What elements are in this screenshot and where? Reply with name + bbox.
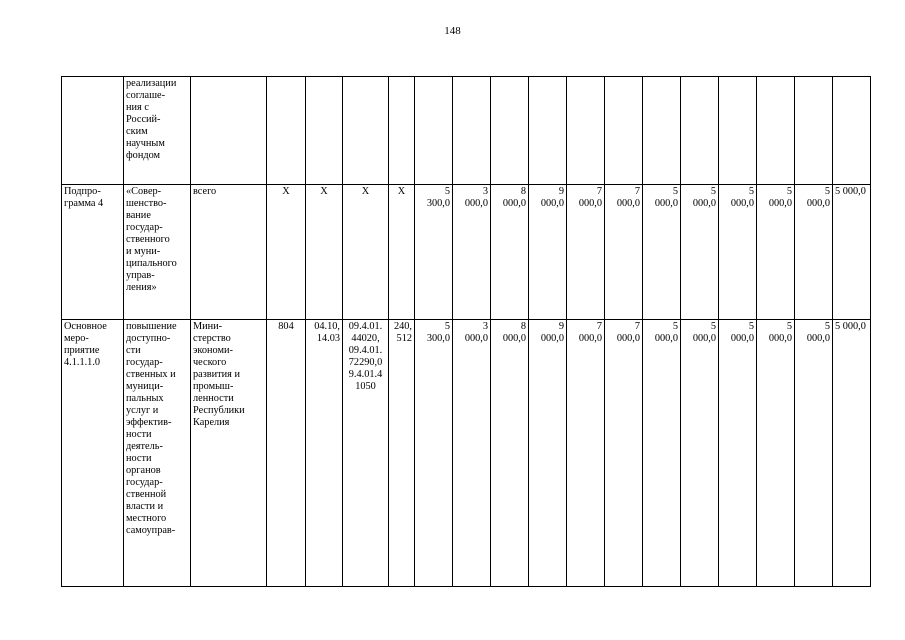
value-cell [453, 77, 491, 185]
table-row [62, 320, 871, 587]
value-cell: 5 000,0 [681, 185, 719, 320]
grbs-cell: 804 [267, 320, 306, 587]
value-cell: 5 000,0 [833, 320, 871, 587]
table-row [62, 77, 871, 185]
value-cell [681, 77, 719, 185]
value-cell: 9 000,0 [529, 185, 567, 320]
csr-cell [343, 77, 389, 185]
value-cell [567, 77, 605, 185]
page-number: 148 [444, 25, 461, 37]
value-cell [529, 77, 567, 185]
value-cell: 3 000,0 [453, 185, 491, 320]
table-row [62, 185, 871, 320]
value-cell [605, 77, 643, 185]
value-cell: 5 000,0 [681, 320, 719, 587]
value-cell [415, 77, 453, 185]
value-cell [643, 77, 681, 185]
value-cell: 5 000,0 [795, 320, 833, 587]
executor-cell: всего [191, 185, 267, 320]
rzpr-cell [306, 77, 343, 185]
value-cell: 5 000,0 [795, 185, 833, 320]
budget-table [61, 76, 871, 587]
value-cell: 5 000,0 [719, 185, 757, 320]
executor-cell [191, 77, 267, 185]
value-cell [795, 77, 833, 185]
rzpr-cell: 04.10, 14.03 [306, 320, 343, 587]
value-cell: 5 000,0 [757, 320, 795, 587]
value-cell [491, 77, 529, 185]
grbs-cell [267, 77, 306, 185]
vr-cell: Х [389, 185, 415, 320]
value-cell: 7 000,0 [567, 320, 605, 587]
value-cell: 5 000,0 [719, 320, 757, 587]
value-cell: 7 000,0 [605, 320, 643, 587]
vr-cell: 240, 512 [389, 320, 415, 587]
value-cell: 5 000,0 [643, 185, 681, 320]
name-cell: повышение доступно- сти государ- ственных и муници- пальных услуг и эффектив- ности деятель- ности органов государ- ственной власти и местного самоуправ- [124, 320, 191, 587]
csr-cell: Х [343, 185, 389, 320]
rzpr-cell: Х [306, 185, 343, 320]
value-cell: 3 000,0 [453, 320, 491, 587]
value-cell [757, 77, 795, 185]
value-cell: 9 000,0 [529, 320, 567, 587]
value-cell [833, 77, 871, 185]
csr-cell: 09.4.01. 44020, 09.4.01. 72290,0 9.4.01.4 1050 [343, 320, 389, 587]
vr-cell [389, 77, 415, 185]
status-cell: Подпро- грамма 4 [62, 185, 124, 320]
value-cell: 5 000,0 [757, 185, 795, 320]
value-cell: 7 000,0 [567, 185, 605, 320]
value-cell: 5 300,0 [415, 185, 453, 320]
executor-cell: Мини- стерство экономи- ческого развития и промыш- ленности Республики Карелия [191, 320, 267, 587]
value-cell [719, 77, 757, 185]
status-cell: Основное меро- приятие 4.1.1.1.0 [62, 320, 124, 587]
value-cell: 5 000,0 [833, 185, 871, 320]
value-cell: 5 300,0 [415, 320, 453, 587]
status-cell [62, 77, 124, 185]
value-cell: 8 000,0 [491, 185, 529, 320]
value-cell: 5 000,0 [643, 320, 681, 587]
grbs-cell: Х [267, 185, 306, 320]
name-cell: реализации соглаше- ния с Россий- ским научным фондом [124, 77, 191, 185]
value-cell: 7 000,0 [605, 185, 643, 320]
name-cell: «Совер- шенство- вание государ- ственного и муни- ципального управ- ления» [124, 185, 191, 320]
value-cell: 8 000,0 [491, 320, 529, 587]
